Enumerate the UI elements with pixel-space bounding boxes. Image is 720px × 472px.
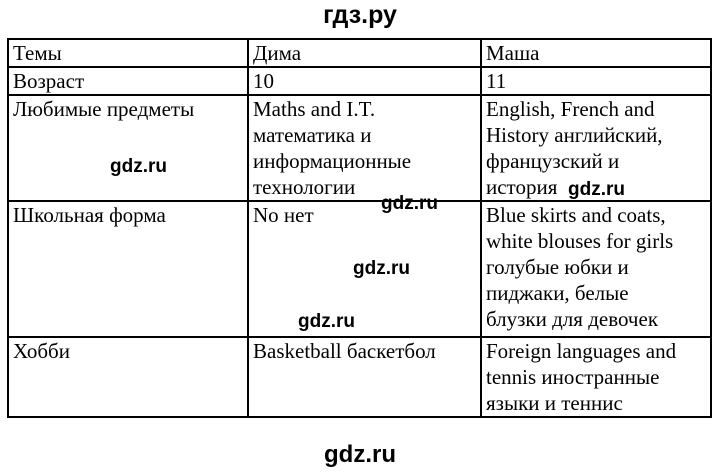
cell-masha-hobby: Foreign languages and tennis иностранные языки и теннис [481, 337, 711, 417]
table-row [8, 67, 711, 95]
header-cell-masha: Маша [481, 39, 711, 67]
table-header-row [8, 39, 711, 67]
watermark: gdz.ru [568, 179, 625, 200]
footer-watermark: gdz.ru [324, 441, 396, 468]
row-label-school-uniform: Школьная форма [8, 201, 248, 337]
row-label-favourite-subjects: Любимые предметы [8, 95, 248, 201]
watermark: gdz.ru [110, 156, 167, 177]
cell-masha-subjects: English, French and History английский, французский и история [481, 95, 711, 201]
row-label-hobby: Хобби [8, 337, 248, 417]
cell-dima-uniform: No нет [248, 201, 481, 337]
site-title: гдз.ру [323, 1, 397, 29]
table-row [8, 337, 711, 417]
cell-dima-hobby: Basketball баскетбол [248, 337, 481, 417]
cell-dima-age: 10 [248, 67, 481, 95]
row-label-age: Возраст [8, 67, 248, 95]
watermark: gdz.ru [381, 193, 438, 214]
cell-masha-uniform: Blue skirts and coats, white blouses for girls голубые юбки и пиджаки, белые блузки для девочек [481, 201, 711, 337]
header-cell-topics: Темы [8, 39, 248, 67]
comparison-table [7, 38, 712, 418]
watermark: gdz.ru [298, 311, 355, 332]
cell-dima-subjects: Maths and I.T. математика и информационные технологии [248, 95, 481, 201]
header-cell-dima: Дима [248, 39, 481, 67]
cell-masha-age: 11 [481, 67, 711, 95]
watermark: gdz.ru [353, 258, 410, 279]
